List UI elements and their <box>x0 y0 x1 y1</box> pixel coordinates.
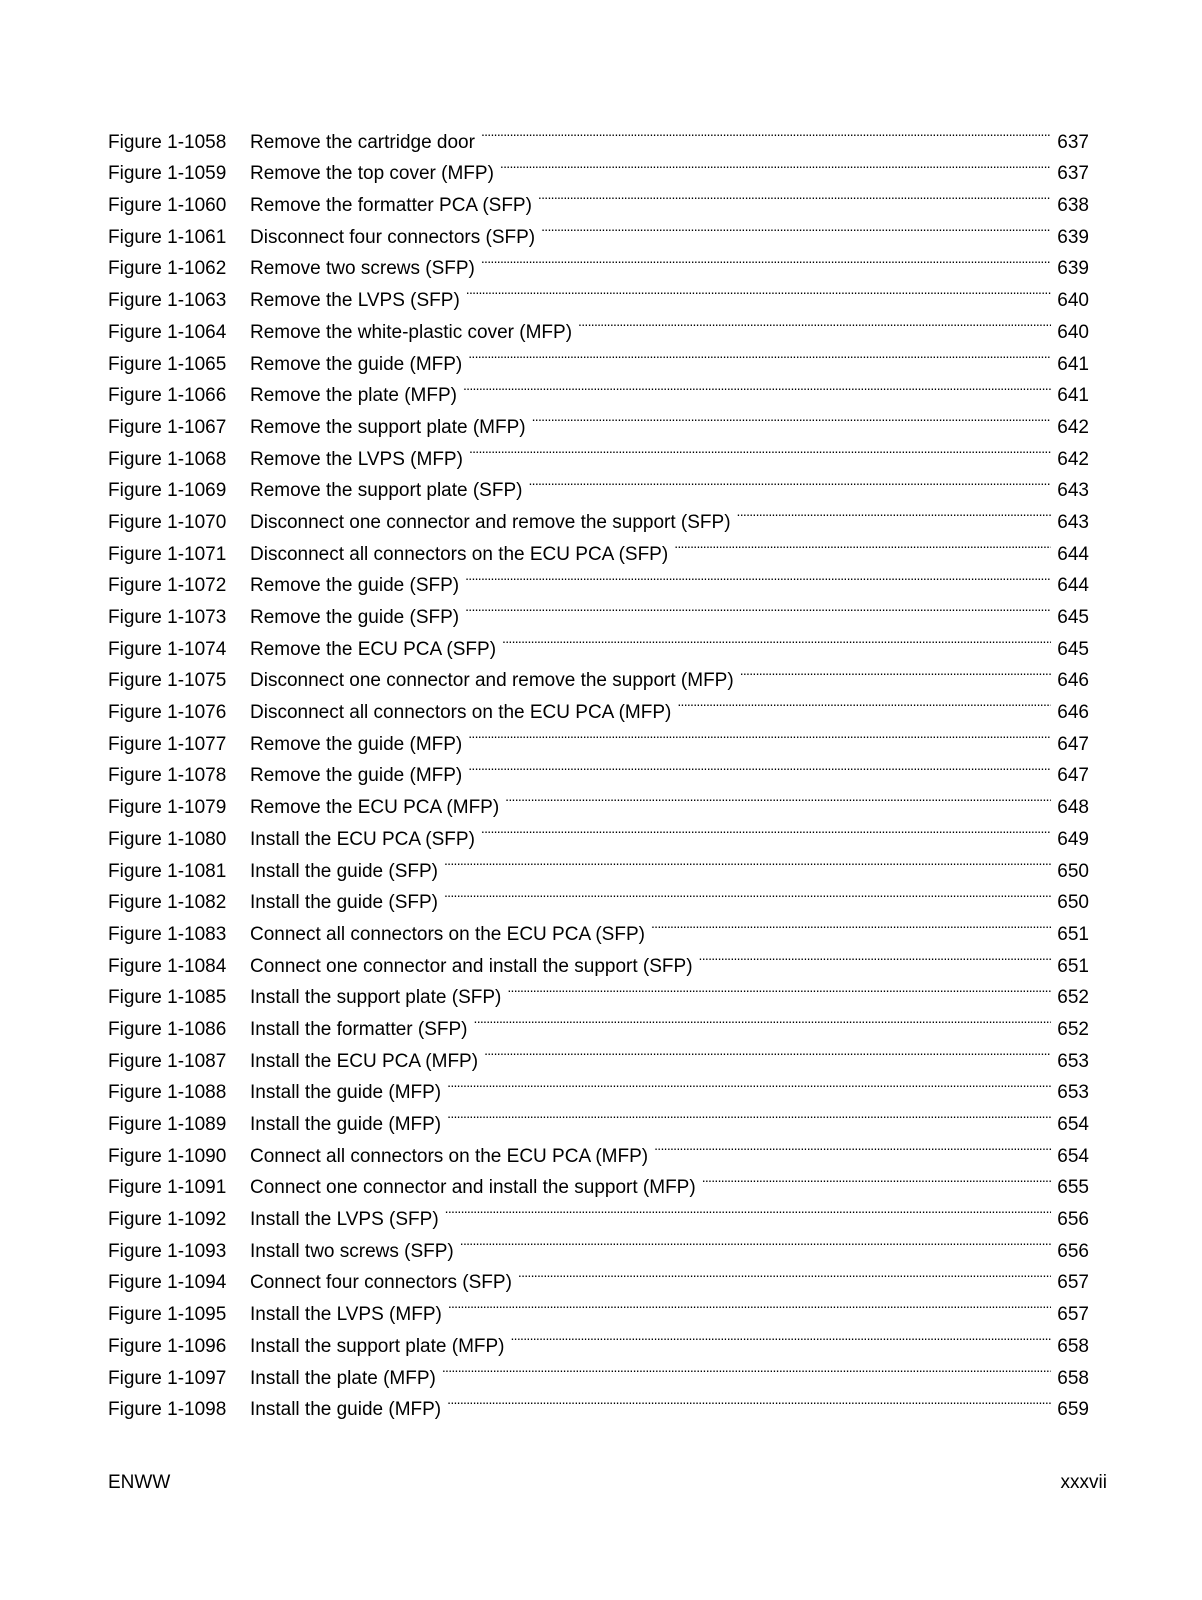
figure-number: Figure 1-1064 <box>108 321 227 343</box>
figure-title: Connect one connector and install the support (MFP) <box>250 1177 696 1199</box>
figure-number: Figure 1-1062 <box>108 258 227 280</box>
dot-leader <box>468 338 1051 370</box>
dot-leader <box>651 908 1051 940</box>
dot-leader <box>474 1003 1052 1035</box>
dot-leader <box>528 465 1051 497</box>
toc-entry[interactable] <box>108 116 1089 153</box>
page-number: 652 <box>1057 1018 1089 1040</box>
page-number: 643 <box>1057 511 1089 533</box>
page-number: 642 <box>1057 448 1089 470</box>
dot-leader <box>445 1193 1052 1225</box>
page-number: 652 <box>1057 987 1089 1009</box>
figure-title: Install the support plate (MFP) <box>250 1335 505 1357</box>
dot-leader <box>532 401 1052 433</box>
figure-number: Figure 1-1088 <box>108 1082 227 1104</box>
figure-number: Figure 1-1066 <box>108 385 227 407</box>
figure-title: Install the guide (MFP) <box>250 1399 442 1421</box>
dot-leader <box>677 686 1051 718</box>
figure-number: Figure 1-1094 <box>108 1272 227 1294</box>
figure-number: Figure 1-1073 <box>108 607 227 628</box>
dot-leader <box>468 718 1051 750</box>
figure-number: Figure 1-1079 <box>108 797 227 819</box>
figure-title: Disconnect four connectors (SFP) <box>250 226 536 248</box>
dot-leader <box>674 528 1051 560</box>
page-number: 641 <box>1057 353 1089 375</box>
figure-number: Figure 1-1076 <box>108 702 227 724</box>
figure-title: Connect four connectors (SFP) <box>250 1272 512 1294</box>
figure-title: Remove the formatter PCA (SFP) <box>250 195 532 217</box>
figure-number: Figure 1-1059 <box>108 163 227 185</box>
figure-title: Remove the LVPS (SFP) <box>250 290 460 312</box>
page-number: 654 <box>1057 1114 1089 1135</box>
figure-number: Figure 1-1097 <box>108 1367 227 1389</box>
dot-leader <box>578 306 1051 338</box>
figure-title: Remove the guide (SFP) <box>250 607 460 628</box>
dot-leader <box>737 496 1052 528</box>
page-number: 658 <box>1057 1335 1089 1357</box>
footer-page-number: xxxvii <box>1060 1472 1107 1493</box>
page-number: 640 <box>1057 290 1089 312</box>
dot-leader <box>500 148 1051 180</box>
page-number: 657 <box>1057 1304 1089 1326</box>
dot-leader <box>507 972 1051 1004</box>
figure-number: Figure 1-1095 <box>108 1304 227 1326</box>
figure-number: Figure 1-1082 <box>108 892 227 914</box>
dot-leader <box>444 845 1051 877</box>
dot-leader <box>469 433 1051 465</box>
figure-title: Install the support plate (SFP) <box>250 987 502 1009</box>
figure-number: Figure 1-1058 <box>108 131 227 153</box>
dot-leader <box>740 655 1052 687</box>
figure-title: Remove the white-plastic cover (MFP) <box>250 321 573 343</box>
dot-leader <box>541 211 1051 243</box>
page-number: 648 <box>1057 797 1089 819</box>
page-number: 639 <box>1057 258 1089 280</box>
figure-title: Connect one connector and install the support (SFP) <box>250 955 693 977</box>
figure-number: Figure 1-1077 <box>108 733 227 755</box>
figure-number: Figure 1-1096 <box>108 1335 227 1357</box>
dot-leader <box>484 1035 1051 1067</box>
figure-title: Disconnect all connectors on the ECU PCA (SFP) <box>250 543 669 565</box>
figure-number: Figure 1-1068 <box>108 448 227 470</box>
dot-leader <box>505 781 1051 813</box>
figure-title: Remove the guide (SFP) <box>250 575 460 597</box>
list-of-figures <box>108 116 1089 1421</box>
figure-title: Remove the ECU PCA (MFP) <box>250 797 500 819</box>
figure-number: Figure 1-1071 <box>108 543 227 565</box>
figure-title: Install the guide (SFP) <box>250 892 438 914</box>
dot-leader <box>447 1098 1051 1130</box>
figure-title: Install the ECU PCA (SFP) <box>250 828 475 850</box>
page-number: 655 <box>1057 1177 1089 1199</box>
figure-number: Figure 1-1078 <box>108 765 227 787</box>
dot-leader <box>654 1130 1051 1162</box>
figure-title: Connect all connectors on the ECU PCA (SFP) <box>250 923 645 945</box>
figure-number: Figure 1-1085 <box>108 987 227 1009</box>
figure-title: Install the formatter (SFP) <box>250 1018 468 1040</box>
page-number: 643 <box>1057 480 1089 502</box>
page-number: 641 <box>1057 385 1089 407</box>
page-number: 640 <box>1057 321 1089 343</box>
figure-title: Remove the support plate (MFP) <box>250 416 526 438</box>
figure-number: Figure 1-1074 <box>108 638 227 660</box>
figure-title: Remove two screws (SFP) <box>250 258 475 280</box>
page-number: 645 <box>1057 638 1089 660</box>
page-number: 646 <box>1057 670 1089 692</box>
dot-leader <box>511 1320 1052 1352</box>
figure-number: Figure 1-1081 <box>108 860 227 882</box>
figure-number: Figure 1-1092 <box>108 1209 227 1231</box>
figure-number: Figure 1-1060 <box>108 195 227 217</box>
figure-number: Figure 1-1080 <box>108 828 227 850</box>
page-number: 657 <box>1057 1272 1089 1294</box>
figure-number: Figure 1-1067 <box>108 416 227 438</box>
dot-leader <box>466 274 1052 306</box>
page-number: 644 <box>1057 543 1089 565</box>
figure-title: Remove the cartridge door <box>250 131 475 153</box>
page-number: 637 <box>1057 163 1089 185</box>
page-number: 642 <box>1057 416 1089 438</box>
figure-number: Figure 1-1098 <box>108 1399 227 1421</box>
figure-title: Remove the plate (MFP) <box>250 385 457 407</box>
figure-number: Figure 1-1089 <box>108 1114 227 1135</box>
page-number: 649 <box>1057 828 1089 850</box>
dot-leader <box>481 243 1051 275</box>
figure-title: Remove the guide (MFP) <box>250 733 463 755</box>
page-number: 638 <box>1057 195 1089 217</box>
dot-leader <box>481 116 1051 148</box>
page-number: 647 <box>1057 733 1089 755</box>
figure-title: Disconnect one connector and remove the support (SFP) <box>250 511 731 533</box>
figure-title: Remove the guide (MFP) <box>250 353 463 375</box>
dot-leader <box>442 1352 1051 1384</box>
dot-leader <box>447 1067 1051 1099</box>
dot-leader <box>460 1225 1052 1257</box>
dot-leader <box>465 560 1051 592</box>
dot-leader <box>447 1384 1051 1416</box>
figure-title: Disconnect one connector and remove the support (MFP) <box>250 670 734 692</box>
figure-title: Install the plate (MFP) <box>250 1367 436 1389</box>
figure-title: Install the LVPS (MFP) <box>250 1304 442 1326</box>
page-number: 656 <box>1057 1209 1089 1231</box>
footer-publisher: ENWW <box>108 1472 171 1493</box>
figure-number: Figure 1-1075 <box>108 670 227 692</box>
figure-title: Remove the support plate (SFP) <box>250 480 523 502</box>
page-number: 651 <box>1057 955 1089 977</box>
dot-leader <box>481 813 1051 845</box>
page-number: 647 <box>1057 765 1089 787</box>
figure-number: Figure 1-1084 <box>108 955 227 977</box>
page-number: 650 <box>1057 860 1089 882</box>
dot-leader <box>702 1162 1052 1194</box>
figure-number: Figure 1-1061 <box>108 226 227 248</box>
figure-number: Figure 1-1087 <box>108 1050 227 1072</box>
figure-title: Install the guide (MFP) <box>250 1114 442 1135</box>
dot-leader <box>538 179 1051 211</box>
figure-number: Figure 1-1091 <box>108 1177 227 1199</box>
page-number: 645 <box>1057 607 1089 628</box>
figure-title: Remove the guide (MFP) <box>250 765 463 787</box>
page-number: 653 <box>1057 1082 1089 1104</box>
page-number: 658 <box>1057 1367 1089 1389</box>
dot-leader <box>463 370 1051 402</box>
figure-number: Figure 1-1090 <box>108 1145 227 1167</box>
dot-leader <box>699 940 1052 972</box>
page-number: 639 <box>1057 226 1089 248</box>
page-number: 659 <box>1057 1399 1089 1421</box>
figure-title: Install two screws (SFP) <box>250 1240 454 1262</box>
page-number: 646 <box>1057 702 1089 724</box>
dot-leader <box>465 591 1051 623</box>
dot-leader <box>444 877 1051 909</box>
dot-leader <box>468 750 1051 782</box>
page-number: 651 <box>1057 923 1089 945</box>
dot-leader <box>502 623 1051 655</box>
figure-title: Install the LVPS (SFP) <box>250 1209 439 1231</box>
figure-title: Install the guide (SFP) <box>250 860 438 882</box>
page-number: 654 <box>1057 1145 1089 1167</box>
figure-title: Remove the top cover (MFP) <box>250 163 494 185</box>
figure-number: Figure 1-1065 <box>108 353 227 375</box>
figure-title: Install the guide (MFP) <box>250 1082 442 1104</box>
figure-number: Figure 1-1063 <box>108 290 227 312</box>
figure-number: Figure 1-1069 <box>108 480 227 502</box>
page-number: 653 <box>1057 1050 1089 1072</box>
page-number: 637 <box>1057 131 1089 153</box>
figure-title: Remove the LVPS (MFP) <box>250 448 463 470</box>
page-number: 644 <box>1057 575 1089 597</box>
figure-title: Connect all connectors on the ECU PCA (MFP) <box>250 1145 649 1167</box>
page-number: 656 <box>1057 1240 1089 1262</box>
figure-number: Figure 1-1072 <box>108 575 227 597</box>
dot-leader <box>518 1257 1051 1289</box>
figure-title: Install the ECU PCA (MFP) <box>250 1050 479 1072</box>
figure-number: Figure 1-1093 <box>108 1240 227 1262</box>
figure-title: Remove the ECU PCA (SFP) <box>250 638 497 660</box>
figure-number: Figure 1-1083 <box>108 923 227 945</box>
figure-title: Disconnect all connectors on the ECU PCA (MFP) <box>250 702 672 724</box>
figure-number: Figure 1-1086 <box>108 1018 227 1040</box>
figure-number: Figure 1-1070 <box>108 511 227 533</box>
page-number: 650 <box>1057 892 1089 914</box>
dot-leader <box>448 1288 1051 1320</box>
